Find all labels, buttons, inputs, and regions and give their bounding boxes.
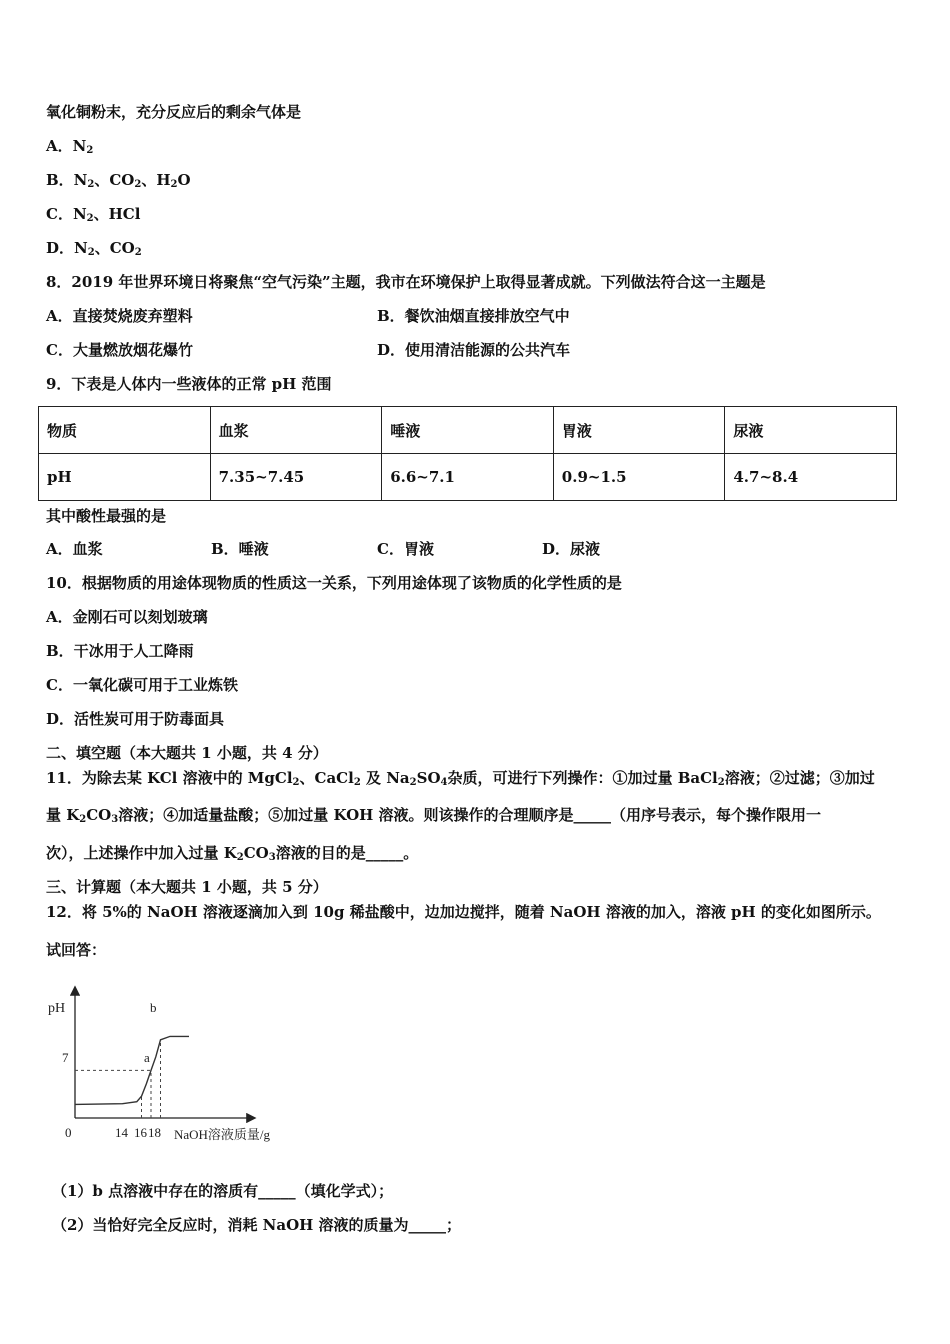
q11-line-2: 量 $K_2CO_3$溶液；④加适量盐酸；⑤加过量 KOH 溶液。则该操作的合理顺序是_____（用序号表示，每个操作限用一 [46, 806, 822, 825]
table-cell: 7.35~7.45 [210, 454, 382, 501]
q7-option-b[interactable]: B．$N_2$、$CO_2$、$H_2O$ [46, 171, 191, 190]
table-header-row [39, 407, 897, 454]
x-axis-label: NaOH溶液质量/g [174, 1127, 271, 1142]
table-cell: 物质 [39, 407, 211, 454]
q12-sub-2: （2）当恰好完全反应时，消耗 NaOH 溶液的质量为_____； [52, 1216, 462, 1234]
q9-option-d[interactable]: D．尿液 [542, 540, 601, 558]
table-cell: 6.6~7.1 [382, 454, 554, 501]
q8-option-a[interactable]: A．直接焚烧废弃塑料 [46, 307, 193, 325]
table-cell: 4.7~8.4 [725, 454, 897, 501]
q10-stem: 10．根据物质的用途体现物质的性质这一关系，下列用途体现了该物质的化学性质的是 [46, 574, 622, 592]
point-label-a: a [144, 1050, 150, 1065]
q12-prompt: 试回答： [46, 941, 107, 959]
table-cell: 尿液 [725, 407, 897, 454]
section-3-heading: 三、计算题（本大题共 1 小题，共 5 分） [46, 878, 328, 896]
q9-option-b[interactable]: B．唾液 [211, 540, 269, 558]
q8-option-b[interactable]: B．餐饮油烟直接排放空气中 [377, 307, 570, 325]
table-cell: 血浆 [210, 407, 382, 454]
q7-option-c[interactable]: C．$N_2$、HCl [46, 205, 141, 224]
q7-option-a[interactable]: A．$N_2$ [46, 137, 94, 156]
section-2-heading: 二、填空题（本大题共 1 小题，共 4 分） [46, 744, 328, 762]
table-row [39, 454, 897, 501]
ph-curve-chart [40, 980, 320, 1150]
x-tick-label: 14 [115, 1125, 128, 1140]
q9-option-c[interactable]: C．胃液 [377, 540, 434, 558]
x-tick-label: 0 [65, 1125, 72, 1140]
q12-sub-1: （1）b 点溶液中存在的溶质有_____（填化学式）； [52, 1182, 394, 1200]
q9-after: 其中酸性最强的是 [46, 507, 167, 525]
ph-table [38, 406, 897, 501]
q8-option-d[interactable]: D．使用清洁能源的公共汽车 [377, 341, 571, 359]
table-cell: 胃液 [553, 407, 725, 454]
q10-option-a[interactable]: A．金刚石可以刻划玻璃 [46, 608, 208, 626]
q11-line-3: 次），上述操作中加入过量 $K_2CO_3$溶液的目的是_____。 [46, 844, 419, 863]
q8-option-c[interactable]: C．大量燃放烟花爆竹 [46, 341, 193, 359]
q11-line-1: 11．为除去某 KCl 溶液中的 MgCl$_2$、CaCl$_2$ 及 $Na_2SO_4$杂质，可进行下列操作：①加过量 BaCl$_2$溶液；②过滤；③加过 [46, 769, 875, 788]
q8-stem: 8．2019 年世界环境日将聚焦“空气污染”主题，我市在环境保护上取得显著成就。下列做法符合这一主题是 [46, 273, 766, 291]
table-cell: 唾液 [382, 407, 554, 454]
y-tick-label: 7 [62, 1050, 69, 1065]
q9-option-a[interactable]: A．血浆 [46, 540, 103, 558]
table-cell: pH [39, 454, 211, 501]
q10-option-c[interactable]: C．一氧化碳可用于工业炼铁 [46, 676, 238, 694]
point-label-b: b [150, 1000, 157, 1015]
table-cell: 0.9~1.5 [553, 454, 725, 501]
q10-option-b[interactable]: B．干冰用于人工降雨 [46, 642, 194, 660]
y-axis-label: pH [48, 1001, 66, 1016]
x-tick-label: 16 [134, 1125, 147, 1140]
q7-stem-tail: 氧化铜粉末，充分反应后的剩余气体是 [46, 103, 302, 121]
q7-option-d[interactable]: D．$N_2$、$CO_2$ [46, 239, 142, 258]
q10-option-d[interactable]: D．活性炭可用于防毒面具 [46, 710, 225, 728]
q12-stem: 12．将 5%的 NaOH 溶液逐滴加入到 10g 稀盐酸中，边加边搅拌，随着 NaOH 溶液的加入，溶液 pH 的变化如图所示。 [46, 903, 881, 921]
q9-stem: 9．下表是人体内一些液体的正常 pH 范围 [46, 375, 332, 393]
x-tick-label: 18 [148, 1125, 161, 1140]
